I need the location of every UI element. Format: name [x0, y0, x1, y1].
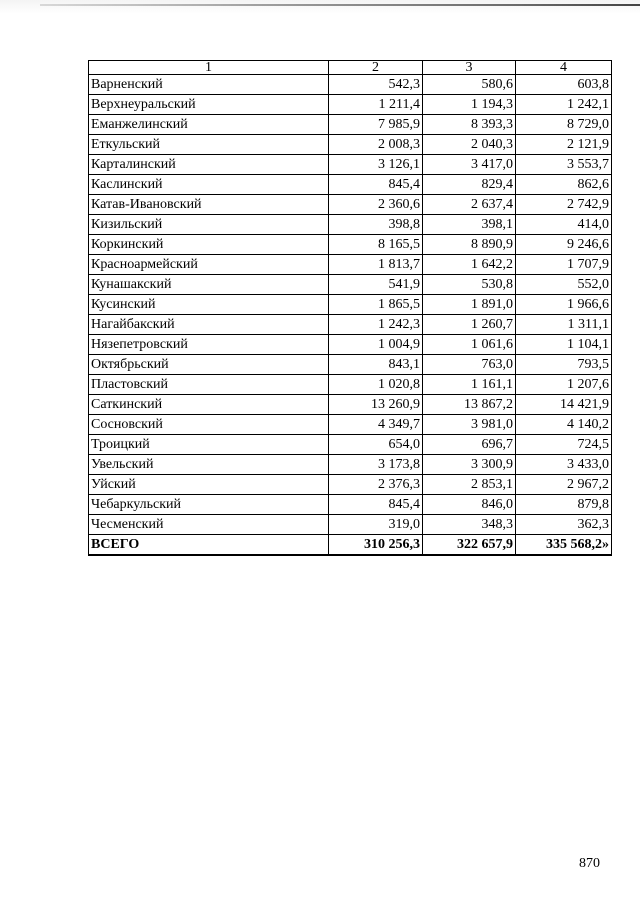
scan-edge-shadow [0, 0, 640, 14]
value-col3: 398,1 [423, 215, 516, 235]
table-row [89, 155, 612, 175]
value-col3: 829,4 [423, 175, 516, 195]
value-col4: 724,5 [516, 435, 612, 455]
district-name: Красноармейский [89, 255, 329, 275]
value-col4: 2 742,9 [516, 195, 612, 215]
value-col3: 13 867,2 [423, 395, 516, 415]
table-row [89, 235, 612, 255]
value-col3: 530,8 [423, 275, 516, 295]
district-name: Кизильский [89, 215, 329, 235]
value-col3: 1 891,0 [423, 295, 516, 315]
value-col2: 1 865,5 [329, 295, 423, 315]
district-name: Варненский [89, 75, 329, 95]
value-col4: 2 121,9 [516, 135, 612, 155]
table-row [89, 115, 612, 135]
district-name: Троицкий [89, 435, 329, 455]
value-col3: 2 853,1 [423, 475, 516, 495]
total-value-col4: 335 568,2» [516, 535, 612, 556]
total-value-col3: 322 657,9 [423, 535, 516, 556]
table-row [89, 295, 612, 315]
value-col2: 2 360,6 [329, 195, 423, 215]
data-table [88, 60, 612, 556]
district-name: Карталинский [89, 155, 329, 175]
district-name: Кусинский [89, 295, 329, 315]
value-col2: 3 173,8 [329, 455, 423, 475]
value-col2: 845,4 [329, 175, 423, 195]
value-col2: 398,8 [329, 215, 423, 235]
value-col4: 4 140,2 [516, 415, 612, 435]
value-col2: 4 349,7 [329, 415, 423, 435]
value-col4: 1 707,9 [516, 255, 612, 275]
district-name: Чебаркульский [89, 495, 329, 515]
district-name: Верхнеуральский [89, 95, 329, 115]
value-col2: 2 376,3 [329, 475, 423, 495]
district-name: Чесменский [89, 515, 329, 535]
value-col3: 1 194,3 [423, 95, 516, 115]
value-col2: 8 165,5 [329, 235, 423, 255]
value-col3: 580,6 [423, 75, 516, 95]
value-col3: 8 393,3 [423, 115, 516, 135]
table-row [89, 255, 612, 275]
table-row [89, 495, 612, 515]
value-col4: 1 311,1 [516, 315, 612, 335]
value-col3: 8 890,9 [423, 235, 516, 255]
value-col2: 7 985,9 [329, 115, 423, 135]
column-header: 1 [89, 61, 329, 75]
value-col3: 1 642,2 [423, 255, 516, 275]
value-col3: 3 300,9 [423, 455, 516, 475]
value-col2: 541,9 [329, 275, 423, 295]
total-row [89, 535, 612, 556]
district-name: Нязепетровский [89, 335, 329, 355]
value-col4: 362,3 [516, 515, 612, 535]
district-name: Октябрьский [89, 355, 329, 375]
value-col2: 542,3 [329, 75, 423, 95]
value-col3: 696,7 [423, 435, 516, 455]
table-row [89, 195, 612, 215]
value-col2: 845,4 [329, 495, 423, 515]
district-name: Еткульский [89, 135, 329, 155]
value-col2: 1 004,9 [329, 335, 423, 355]
total-value-col2: 310 256,3 [329, 535, 423, 556]
value-col4: 2 967,2 [516, 475, 612, 495]
scan-edge-line [40, 4, 640, 6]
column-header: 2 [329, 61, 423, 75]
value-col3: 3 417,0 [423, 155, 516, 175]
value-col2: 1 020,8 [329, 375, 423, 395]
district-name: Коркинский [89, 235, 329, 255]
table-row [89, 475, 612, 495]
table-row [89, 95, 612, 115]
value-col3: 3 981,0 [423, 415, 516, 435]
value-col3: 1 061,6 [423, 335, 516, 355]
value-col4: 9 246,6 [516, 235, 612, 255]
value-col3: 2 040,3 [423, 135, 516, 155]
table-row [89, 515, 612, 535]
district-name: Нагайбакский [89, 315, 329, 335]
district-name: Пластовский [89, 375, 329, 395]
table-row [89, 135, 612, 155]
value-col4: 414,0 [516, 215, 612, 235]
table-row [89, 435, 612, 455]
value-col2: 843,1 [329, 355, 423, 375]
value-col2: 1 242,3 [329, 315, 423, 335]
district-name: Уйский [89, 475, 329, 495]
value-col4: 603,8 [516, 75, 612, 95]
value-col4: 8 729,0 [516, 115, 612, 135]
value-col4: 793,5 [516, 355, 612, 375]
district-name: Сосновский [89, 415, 329, 435]
value-col3: 2 637,4 [423, 195, 516, 215]
district-name: Саткинский [89, 395, 329, 415]
value-col4: 552,0 [516, 275, 612, 295]
value-col4: 1 207,6 [516, 375, 612, 395]
table-row [89, 355, 612, 375]
value-col4: 879,8 [516, 495, 612, 515]
table-row [89, 375, 612, 395]
table-row [89, 275, 612, 295]
value-col2: 654,0 [329, 435, 423, 455]
column-header: 3 [423, 61, 516, 75]
value-col3: 1 260,7 [423, 315, 516, 335]
value-col4: 862,6 [516, 175, 612, 195]
value-col4: 3 553,7 [516, 155, 612, 175]
table-row [89, 315, 612, 335]
value-col3: 763,0 [423, 355, 516, 375]
table-body [89, 75, 612, 535]
value-col3: 348,3 [423, 515, 516, 535]
district-name: Каслинский [89, 175, 329, 195]
table-row [89, 335, 612, 355]
district-name: Еманжелинский [89, 115, 329, 135]
value-col4: 1 242,1 [516, 95, 612, 115]
table-row [89, 415, 612, 435]
value-col4: 1 104,1 [516, 335, 612, 355]
value-col2: 319,0 [329, 515, 423, 535]
total-label: ВСЕГО [89, 535, 329, 556]
table-header-row [89, 61, 612, 75]
district-name: Катав-Ивановский [89, 195, 329, 215]
value-col2: 1 813,7 [329, 255, 423, 275]
district-name: Увельский [89, 455, 329, 475]
column-header: 4 [516, 61, 612, 75]
table-row [89, 455, 612, 475]
table-row [89, 395, 612, 415]
value-col2: 1 211,4 [329, 95, 423, 115]
table-row [89, 215, 612, 235]
value-col2: 13 260,9 [329, 395, 423, 415]
value-col3: 1 161,1 [423, 375, 516, 395]
value-col4: 14 421,9 [516, 395, 612, 415]
table-row [89, 175, 612, 195]
value-col2: 3 126,1 [329, 155, 423, 175]
value-col4: 3 433,0 [516, 455, 612, 475]
value-col3: 846,0 [423, 495, 516, 515]
page-number: 870 [579, 856, 600, 871]
value-col4: 1 966,6 [516, 295, 612, 315]
table-row [89, 75, 612, 95]
district-name: Кунашакский [89, 275, 329, 295]
value-col2: 2 008,3 [329, 135, 423, 155]
